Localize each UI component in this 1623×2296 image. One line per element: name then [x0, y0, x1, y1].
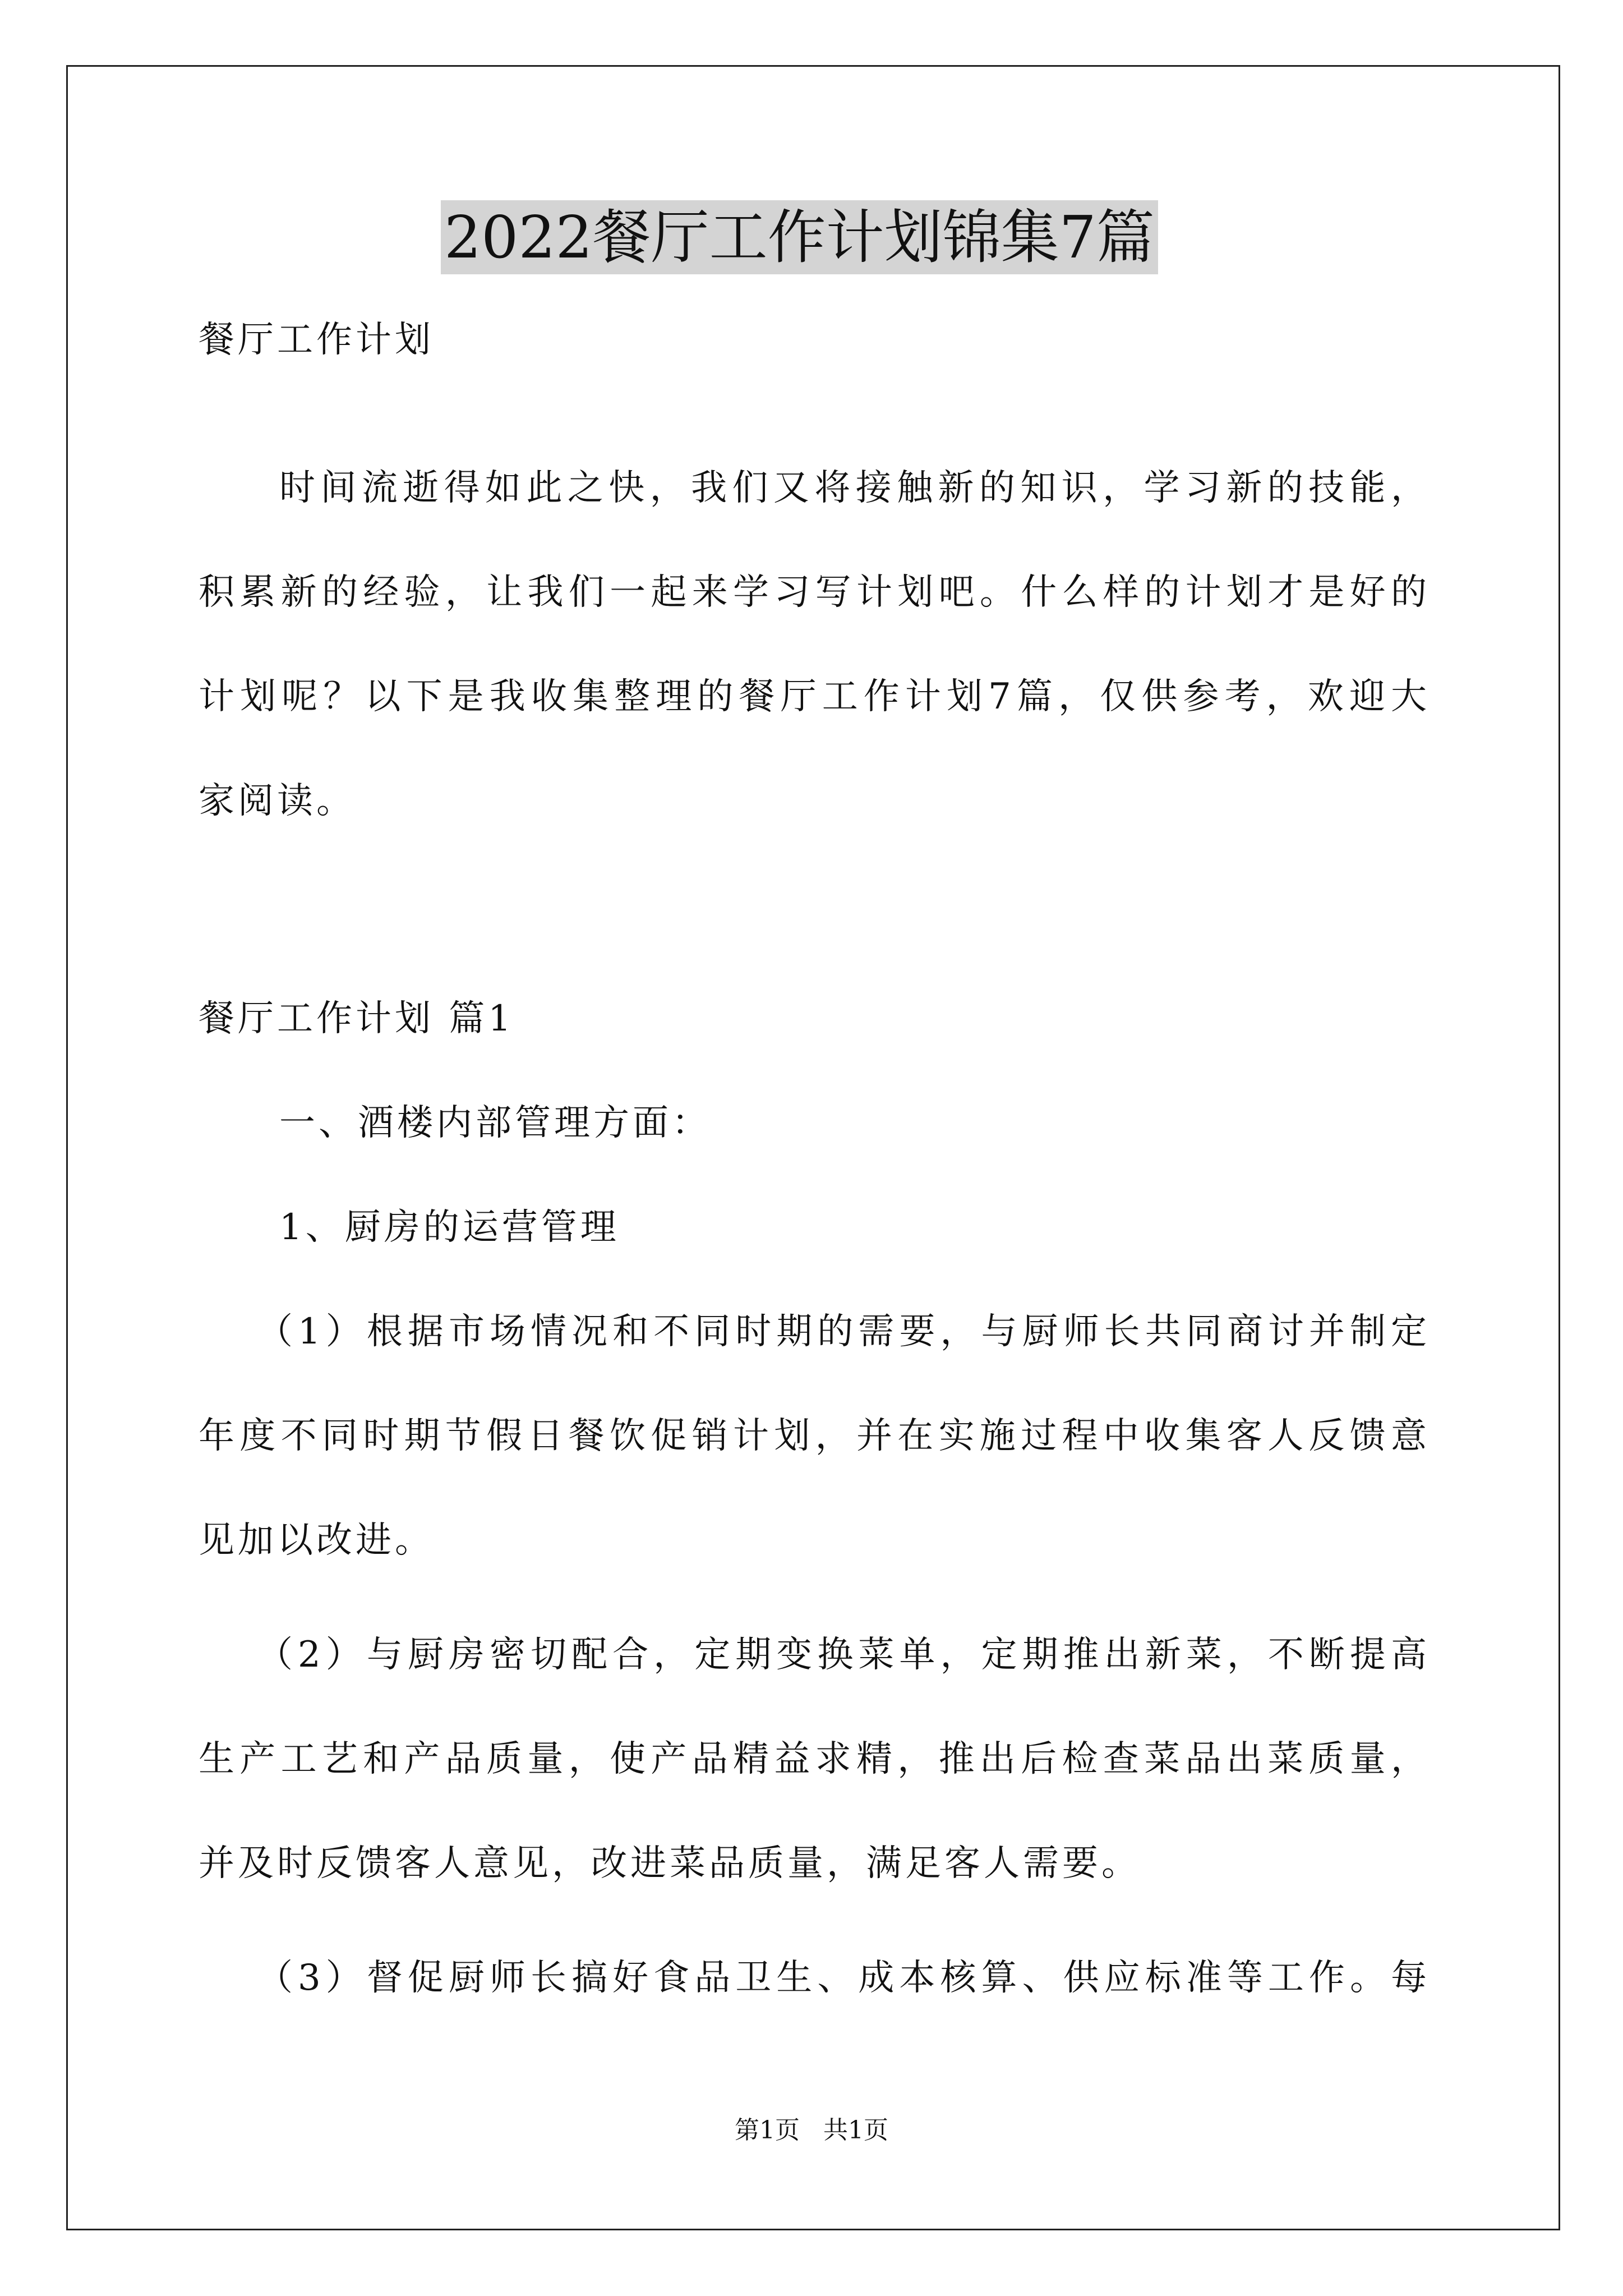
intro-line-4: 家阅读。 — [199, 780, 356, 822]
document-title: 2022餐厅工作计划锦集7篇 — [441, 200, 1158, 274]
item2-line-3: 并及时反馈客人意见，改进菜品质量，满足客人需要。 — [199, 1843, 1141, 1884]
subheading-kitchen: 1、厨房的运营管理 — [279, 1207, 620, 1248]
item1-line-2: 年度不同时期节假日餐饮促销计划，并在实施过程中收集客人反馈意 — [199, 1415, 1427, 1457]
page-border — [66, 65, 1560, 2230]
item2-line-1: （2）与厨房密切配合，定期变换菜单，定期推出新菜，不断提高 — [257, 1634, 1427, 1676]
page-number-footer: 第1页 共1页 — [735, 2116, 888, 2145]
item2-line-2: 生产工艺和产品质量，使产品精益求精，推出后检查菜品出菜质量， — [199, 1738, 1427, 1780]
intro-line-1: 时间流逝得如此之快，我们又将接触新的知识，学习新的技能， — [279, 467, 1427, 509]
item3-line-1: （3）督促厨师长搞好食品卫生、成本核算、供应标准等工作。每 — [257, 1957, 1427, 1999]
subheading-management: 一、酒楼内部管理方面： — [279, 1102, 711, 1144]
intro-line-3: 计划呢？以下是我收集整理的餐厅工作计划7篇，仅供参考，欢迎大 — [199, 676, 1427, 717]
doc-heading: 餐厅工作计划 — [199, 319, 434, 361]
intro-line-2: 积累新的经验，让我们一起来学习写计划吧。什么样的计划才是好的 — [199, 572, 1427, 613]
item1-line-3: 见加以改进。 — [199, 1520, 434, 1561]
item1-line-1: （1）根据市场情况和不同时期的需要，与厨师长共同商讨并制定 — [257, 1311, 1427, 1352]
section-title: 餐厅工作计划 篇1 — [199, 998, 515, 1039]
